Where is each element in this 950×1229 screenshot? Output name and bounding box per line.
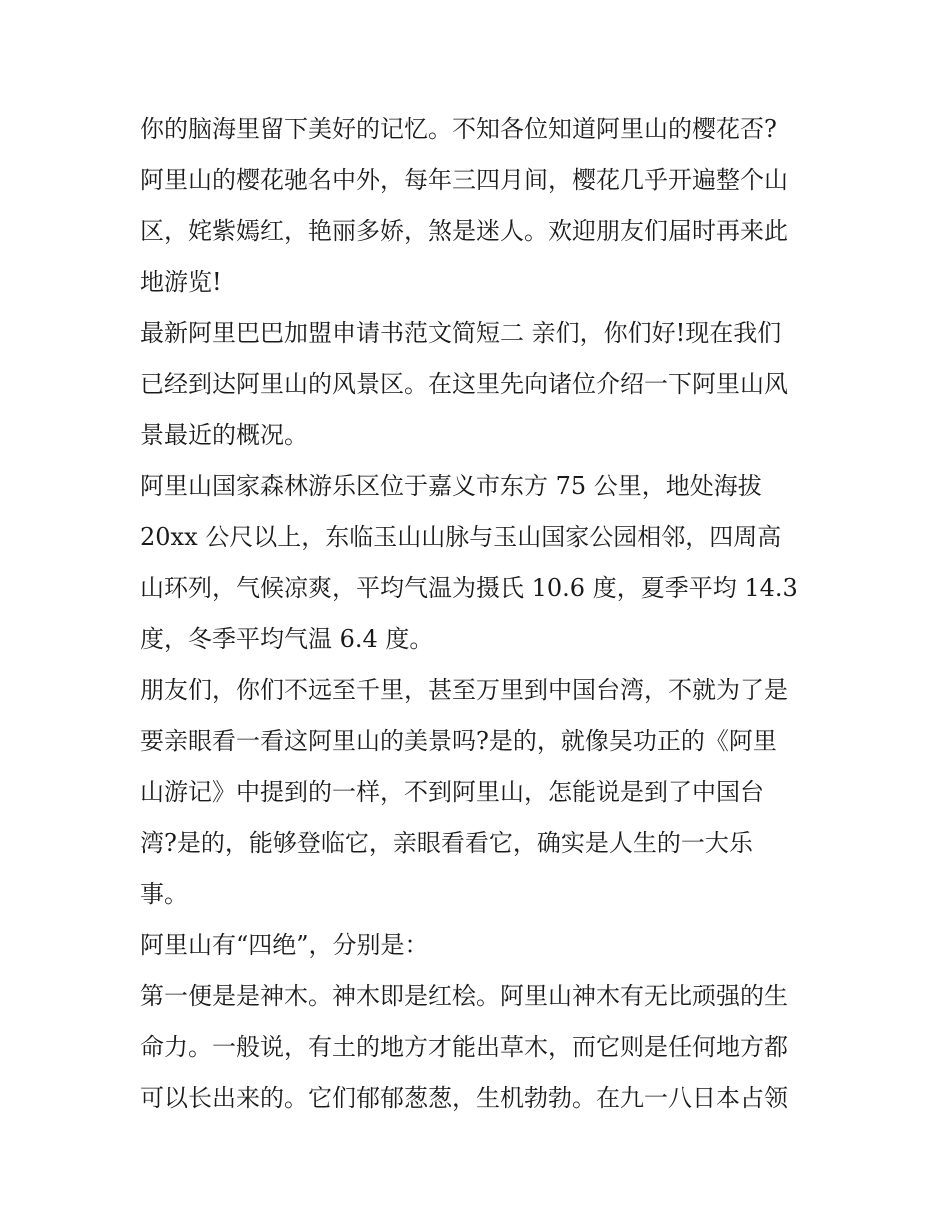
text-line: 朋友们，你们不远至千里，甚至万里到中国台湾，不就为了是 <box>140 676 788 704</box>
body-text <box>140 104 830 1124</box>
text-line: 最新阿里巴巴加盟申请书范文简短二 亲们，你们好!现在我们 <box>140 319 782 347</box>
text-line: 湾?是的，能够登临它，亲眼看看它，确实是人生的一大乐 <box>140 829 753 857</box>
text-line: 山游记》中提到的一样，不到阿里山，怎能说是到了中国台 <box>140 778 764 806</box>
text-line: 要亲眼看一看这阿里山的美景吗?是的，就像吴功正的《阿里 <box>140 727 777 755</box>
text-line: 命力。一般说，有土的地方才能出草木，而它则是任何地方都 <box>140 1033 788 1061</box>
text-line: 度，冬季平均气温 6.4 度。 <box>140 625 434 653</box>
text-line: 事。 <box>140 880 188 908</box>
text-line: 景最近的概况。 <box>140 421 308 449</box>
text-line: 阿里山的樱花驰名中外，每年三四月间，樱花几乎开遍整个山 <box>140 166 788 194</box>
text-line: 山环列，气候凉爽，平均气温为摄氏 10.6 度，夏季平均 14.3 <box>140 574 798 602</box>
text-line: 已经到达阿里山的风景区。在这里先向诸位介绍一下阿里山风 <box>140 370 788 398</box>
text-line: 你的脑海里留下美好的记忆。不知各位知道阿里山的樱花否? <box>140 115 777 143</box>
text-line: 地游览! <box>140 268 222 296</box>
text-line: 第一便是是神木。神木即是红桧。阿里山神木有无比顽强的生 <box>140 982 788 1010</box>
text-line: 20xx 公尺以上，东临玉山山脉与玉山国家公园相邻，四周高 <box>140 523 782 551</box>
text-line: 阿里山有“四绝”，分别是： <box>140 931 429 959</box>
text-line: 区，姹紫嫣红，艳丽多娇，煞是迷人。欢迎朋友们届时再来此 <box>140 217 788 245</box>
text-line: 阿里山国家森林游乐区位于嘉义市东方 75 公里，地处海拔 <box>140 472 762 500</box>
text-line: 可以长出来的。它们郁郁葱葱，生机勃勃。在九一八日本占领 <box>140 1084 788 1112</box>
